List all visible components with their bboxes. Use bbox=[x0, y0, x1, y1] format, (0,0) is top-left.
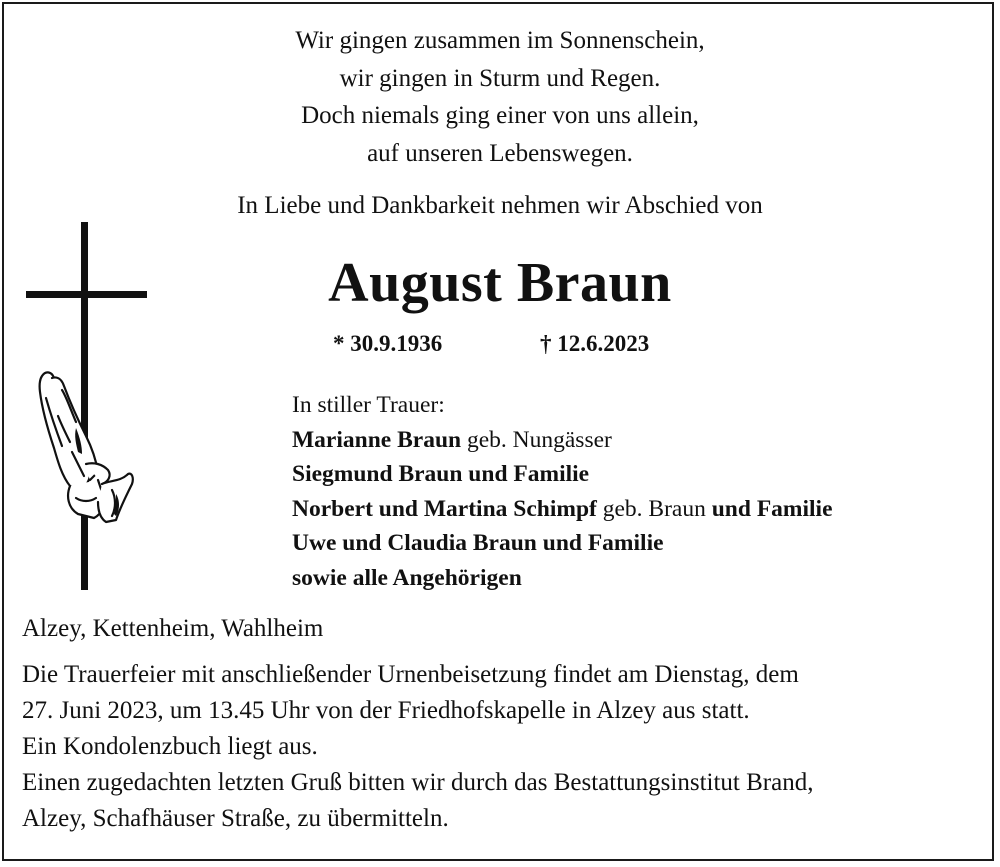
mourner-name: Norbert und Martina Schimpf bbox=[292, 495, 597, 522]
service-line: Ein Kondolenzbuch liegt aus. bbox=[22, 733, 318, 760]
service-details bbox=[22, 657, 977, 837]
service-text: Die Trauerfeier mit anschließender Urnenbeisetzung findet am Dienstag, dem bbox=[22, 661, 799, 688]
service-line: Einen zugedachten letzten Gruß bitten wir durch das Bestattungsinstitut Brand, bbox=[22, 769, 814, 796]
poem-line: Wir gingen zusammen im Sonnenschein, bbox=[295, 27, 705, 54]
poem-line: wir gingen in Sturm und Regen. bbox=[339, 64, 661, 92]
praying-hands-icon bbox=[36, 368, 136, 528]
mourner-note: geb. Nungässer bbox=[461, 426, 612, 453]
life-dates bbox=[0, 326, 1000, 362]
poem-line: Doch niemals ging einer von uns allein, bbox=[301, 102, 699, 129]
service-line bbox=[22, 657, 977, 693]
mourner-name: Marianne Braun bbox=[292, 426, 462, 453]
mourner-line: Uwe und Claudia Braun und Familie bbox=[292, 530, 664, 556]
cross-horizontal-bar bbox=[26, 291, 147, 298]
poem-line: auf unseren Lebenswegen. bbox=[367, 139, 633, 167]
mourner-line: sowie alle Angehörigen bbox=[292, 564, 522, 591]
mourner-suffix: und Familie bbox=[711, 495, 833, 522]
service-line: 27. Juni 2023, um 13.45 Uhr von der Friedhofskapelle in Alzey aus statt. bbox=[22, 697, 750, 724]
mourners-list bbox=[292, 388, 833, 595]
death-date: † 12.6.2023 bbox=[540, 331, 650, 356]
mourner-line: Siegmund Braun und Familie bbox=[292, 461, 590, 487]
mourner-line bbox=[292, 492, 833, 527]
poem bbox=[0, 22, 1000, 172]
birth-date: * 30.9.1936 bbox=[333, 331, 443, 356]
mourner-note: geb. Braun bbox=[596, 495, 712, 522]
farewell-intro: In Liebe und Dankbarkeit nehmen wir Abschied von bbox=[237, 192, 763, 219]
mourner-line bbox=[292, 423, 833, 458]
mourners-heading: In stiller Trauer: bbox=[292, 392, 445, 418]
service-line: Alzey, Schafhäuser Straße, zu übermitteln. bbox=[22, 805, 449, 832]
places: Alzey, Kettenheim, Wahlheim bbox=[22, 615, 324, 642]
deceased-name: August Braun bbox=[328, 252, 672, 314]
